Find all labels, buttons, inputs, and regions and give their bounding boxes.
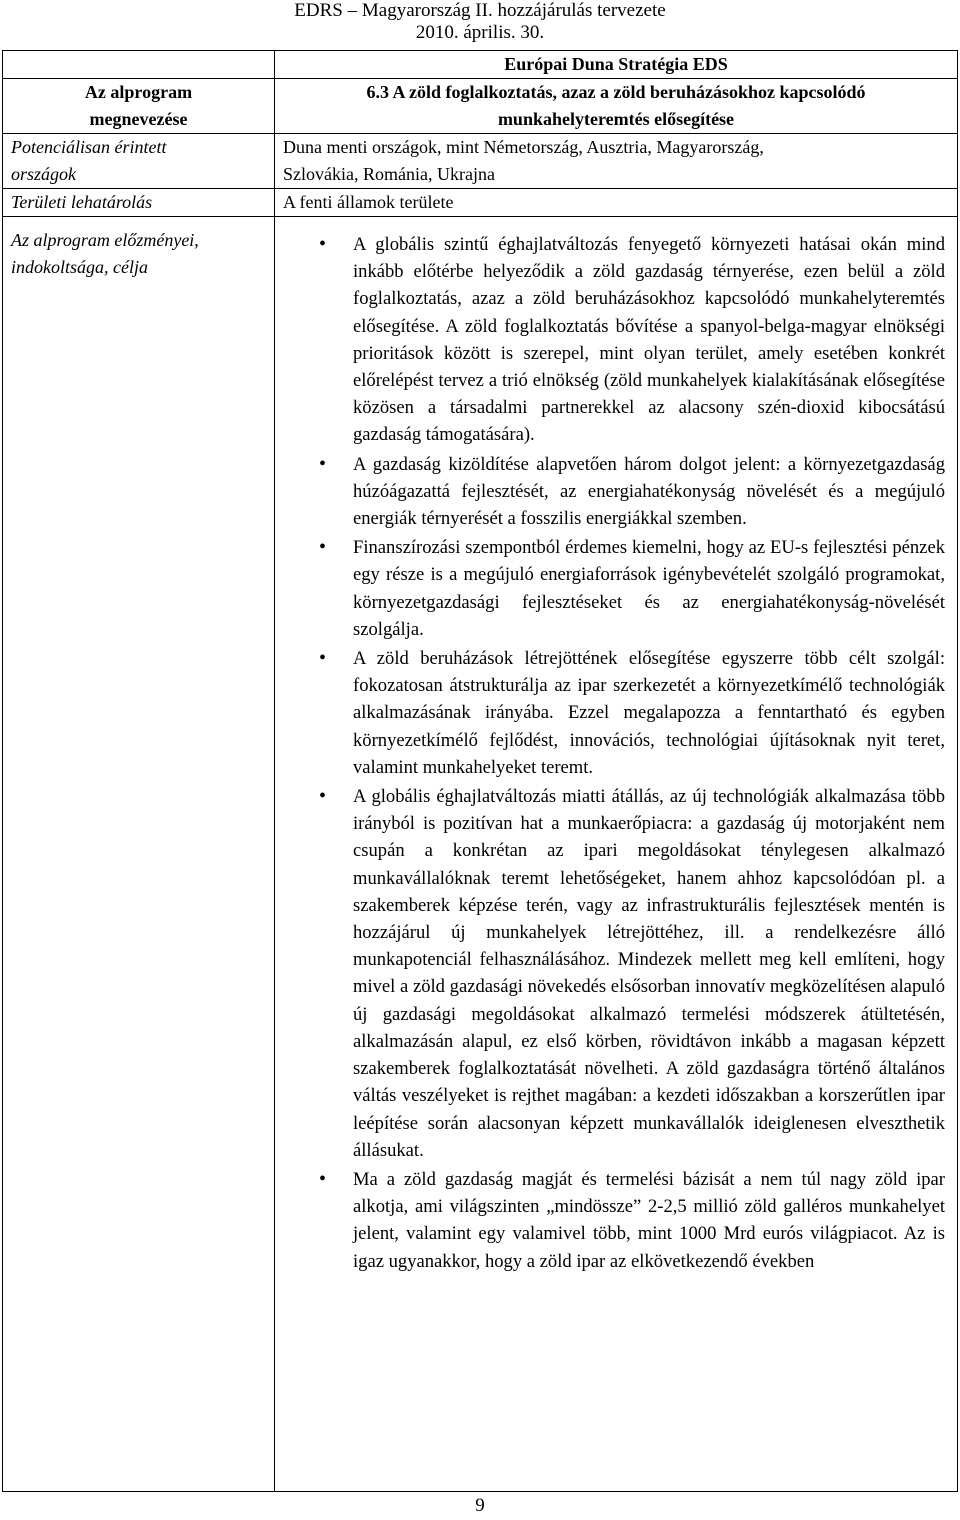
header-document-title: EDRS – Magyarország II. hozzájárulás tervezete	[294, 0, 666, 21]
strategy-title: Európai Duna Stratégia EDS	[275, 51, 958, 79]
subprogram-title: 6.3 A zöld foglalkoztatás, azaz a zöld beruházásokhoz kapcsolódó munkahelyteremtés elősegítése	[275, 79, 958, 134]
row-label-subprogram-name: Az alprogram megnevezése	[3, 79, 275, 134]
territorial-scope-value: A fenti államok területe	[275, 189, 958, 217]
page-header	[0, 0, 960, 44]
list-item: • A globális szintű éghajlatváltozás fenyegető környezeti hatásai okán mind inkább előtérbe helyeződik a zöld gazdaság térnyerése, ezen belül a zöld foglalkoztatás, azaz a zöld beruházásokhoz kapcsolódó munkahelyteremtés elősegítése. A zöld foglalkoztatás bővítése a spanyol-belga-magyar elnökségi prioritások között is szerepel, mint olyan terület, amely esetében konkrét előrelépést tervez a trió elnökség (zöld munkahelyek kialakításának elősegítése közösen a társadalmi partnerekkel az alacsony szén-dioxid kibocsátású gazdaság támogatására).	[283, 231, 945, 449]
table-title-row	[3, 51, 958, 79]
table-row	[3, 134, 958, 189]
affected-countries-value: Duna menti országok, mint Németország, Ausztria, Magyarország, Szlovákia, Románia, Ukrajna	[275, 134, 958, 189]
table-row	[3, 79, 958, 134]
background-content	[275, 217, 958, 1492]
table-row	[3, 189, 958, 217]
list-item: • A globális éghajlatváltozás miatti átállás, az új technológiák alkalmazása több irányból is pozitívan hat a munkaerőpiacra: a gazdaság új motorjaként nem csupán a konkrétan az ipari megoldásokat ténylegesen alkalmazó munkavállalóknak teremt lehetőségeket, hanem ahhoz kapcsolódóan pl. a szakemberek képzése terén, vagy az infrastrukturális fejlesztések mentén is hozzájárul új munkahelyek létrejöttéhez, ill. a rendelkezésre álló munkapotenciál felhasználásához. Mindezek mellett meg kell említeni, hogy mivel a zöld gazdasági növekedés elsősorban innovatív megközelítésen alapuló új gazdasági megoldásokat alkalmazó termelési módszerek átültetésén, alkalmazásán alapul, ez első körben, rövidtávon inkább a magasan képzett szakemberek foglalkoztatását növelheti. A zöld gazdaságra történő általános váltás veszélyeket is rejthet magában: a kezdeti időszakban a korszerűtlen ipar leépítése során alacsonyan képzett munkavállalók ideiglenesen elveszthetik állásukat.	[283, 783, 945, 1164]
header-date: 2010. április. 30.	[415, 22, 545, 43]
list-item: • A gazdaság kizöldítése alapvetően három dolgot jelent: a környezetgazdaság húzóágazattá fejlesztését, az energiahatékonyság növelését és a megújuló energiák térnyerését a fosszilis energiákkal szemben.	[283, 451, 945, 533]
page-number: 9	[475, 1495, 485, 1516]
subprogram-table	[2, 50, 958, 1492]
bullet-list	[283, 231, 945, 1275]
list-item: • Ma a zöld gazdaság magját és termelési bázisát a nem túl nagy zöld ipar alkotja, ami világszinten „mindössze” 2-2,5 millió zöld galléros munkahelyet jelent, valamint egy valamivel több, mint 1000 Mrd eurós világpiacot. Az is igaz ugyanakkor, hogy a zöld ipar az elkövetkezendő években	[283, 1166, 945, 1275]
list-item: • A zöld beruházások létrejöttének elősegítése egyszerre több célt szolgál: fokozatosan átstrukturálja az ipar szerkezetét a környezetkímélő technológiák alkalmazásának irányába. Ezzel megalapozza a fenntartható és egyben környezetkímélő fejlődést, innovációs, technológiai újításoknak nyit teret, valamint munkahelyeket teremt.	[283, 645, 945, 781]
table-row	[3, 217, 958, 1492]
row-label-affected-countries: Potenciálisan érintett országok	[3, 134, 275, 189]
list-item: • Finanszírozási szempontból érdemes kiemelni, hogy az EU-s fejlesztési pénzek egy része is a megújuló energiaforrások igénybevételét szolgáló programokat, környezetgazdasági fejlesztéseket és az energiahatékonyság-növelését szolgálja.	[283, 534, 945, 643]
row-label-territorial-scope: Területi lehatárolás	[3, 189, 275, 217]
row-label-background: Az alprogram előzményei, indokoltsága, célja	[3, 217, 275, 1492]
